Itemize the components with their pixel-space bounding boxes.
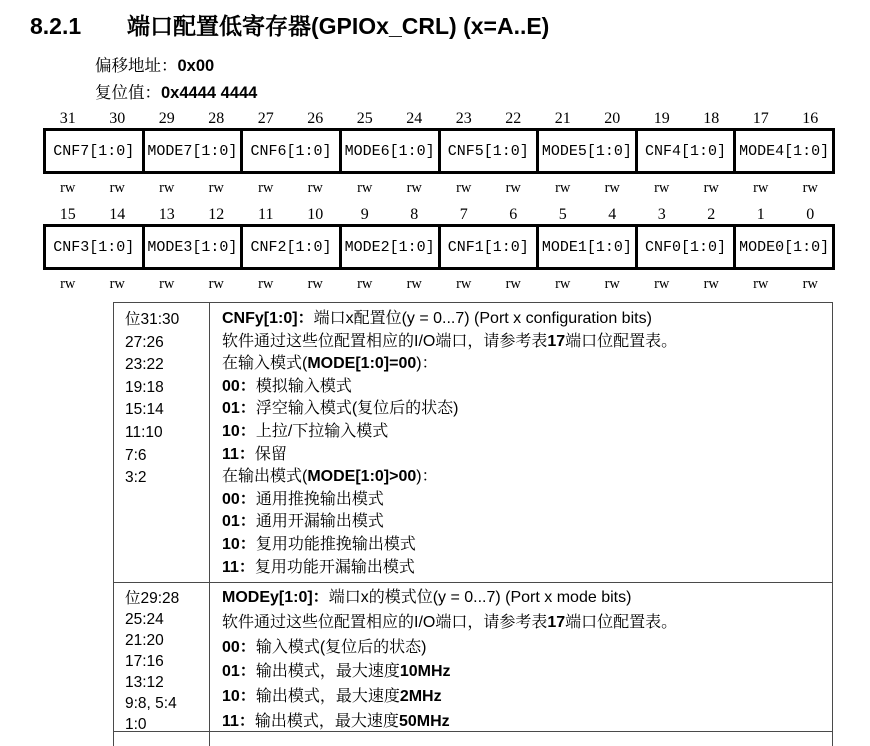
access-label: rw [604,180,620,196]
register-field-cell: CNF6[1:0] [240,131,339,171]
description-segment: 00： [222,490,256,508]
access-label: rw [753,180,769,196]
description-line [222,466,832,489]
bit-number: 13 [158,206,175,223]
bit-range-cell [114,732,210,746]
bit-number: 1 [756,206,765,223]
bit-number: 22 [505,110,522,127]
table-continuation-stub [114,732,832,746]
bit-range-line: 位29:28 [125,590,180,607]
description-segment: 浮空输入模式(复位后的状态) [255,400,459,418]
bit-number: 12 [208,206,225,223]
reset-value-value: 0x4444 4444 [161,84,258,102]
register-field-cell: MODE4[1:0] [733,131,832,171]
offset-address-line [95,55,257,82]
register-field-cell: MODE3[1:0] [142,227,241,267]
bit-number: 14 [109,206,126,223]
description-segment: 在输出模式( [222,468,308,486]
bit-number: 23 [455,110,472,127]
description-segment: 模拟输入模式 [255,377,352,395]
description-segment: 00： [222,377,256,395]
page-title: 端口配置低寄存器(GPIOx_CRL) (x=A..E) [127,13,550,39]
description-segment: 10： [222,535,256,553]
register-field-cell: CNF7[1:0] [53,142,135,160]
description-segment: 10： [222,688,256,706]
description-segment: 11： [222,445,255,463]
bit-number: 3 [657,206,666,223]
access-label: rw [753,276,769,292]
bit-number: 8 [410,206,419,223]
description-segment: 17 [547,332,566,350]
bit-field-row [43,128,835,174]
description-segment: MODE[1:0]>00 [307,468,417,486]
bit-range-line: 13:12 [125,674,164,691]
bit-range-line: 11:10 [125,423,163,441]
bit-range-line: 19:18 [125,378,164,396]
description-line [222,685,832,710]
description-segment: 输出模式，最大速度 [254,712,399,730]
description-line [222,308,832,331]
bit-field-row [43,224,835,270]
access-label: rw [406,276,422,292]
bit-range-line: 23:22 [125,356,164,374]
bit-range-line: 25:24 [125,611,164,628]
bit-number: 5 [558,206,567,223]
description-segment: 11： [222,712,255,730]
bit-number: 10 [307,206,324,223]
access-label: rw [654,276,670,292]
access-label: rw [456,276,472,292]
description-line [222,353,832,376]
register-field-cell: CNF3[1:0] [53,238,135,256]
register-field-cell: CNF5[1:0] [438,131,537,171]
bit-number: 31 [59,110,76,127]
bit-range-line: 9:8, 5:4 [125,695,177,712]
description-segment: 10MHz [399,663,451,681]
access-label: rw [159,180,175,196]
access-label: rw [208,276,224,292]
access-label: rw [555,276,571,292]
description-segment: 端口x配置位(y = 0...7) (Port x configuration bits) [313,310,652,327]
bit-number: 11 [258,206,274,223]
bit-range-line: 7:6 [125,446,147,464]
description-segment: 2MHz [399,688,442,706]
description-segment: 01： [222,663,256,681]
description-segment: 保留 [254,445,287,463]
description-segment: 输入模式(复位后的状态) [255,638,427,656]
access-label: rw [406,180,422,196]
bit-number: 26 [307,110,324,127]
register-field-cell: CNF2[1:0] [240,227,339,267]
description-line [222,511,832,534]
access-label: rw [703,180,719,196]
bit-range-line: 21:20 [125,632,164,649]
description-line [222,376,832,399]
bit-number: 18 [703,110,720,127]
description-line [222,611,832,636]
description-segment: 端口位配置表。 [565,332,678,350]
section-number: 8.2.1 [30,13,82,39]
bit-range-line: 27:26 [125,333,164,351]
access-label: rw [505,180,521,196]
bit-number: 17 [752,110,769,127]
bit-number: 30 [109,110,126,127]
description-segment: 17 [547,613,566,631]
access-label: rw [60,180,76,196]
description-line [222,489,832,512]
access-label: rw [654,180,670,196]
access-label: rw [109,180,125,196]
register-field-cell: MODE5[1:0] [536,131,635,171]
access-label: rw [456,180,472,196]
offset-address-label: 偏移地址： [95,56,178,75]
description-segment: 复用功能推挽输出模式 [255,535,416,553]
access-type-row [43,276,835,292]
access-label: rw [307,180,323,196]
description-segment: 通用开漏输出模式 [255,513,384,531]
description-line [222,398,832,421]
description-segment: 复用功能开漏输出模式 [254,558,415,576]
access-label: rw [555,180,571,196]
access-type-row [43,180,835,196]
description-segment: CNFy[1:0]： [222,310,314,327]
bit-description-table [113,302,833,746]
bit-number: 27 [257,110,274,127]
bit-number: 20 [604,110,621,127]
access-label: rw [604,276,620,292]
description-segment: 软件通过这些位配置相应的I/O端口，请参考表 [222,613,548,631]
description-segment: )： [416,468,438,486]
description-cell [210,732,832,746]
description-segment: 通用推挽输出模式 [255,490,384,508]
bit-number: 15 [59,206,76,223]
description-segment: 01： [222,513,256,531]
register-field-cell: MODE2[1:0] [339,227,438,267]
description-line [222,636,832,661]
bit-number-row [43,206,835,223]
access-label: rw [60,276,76,292]
bit-number-row [43,110,835,127]
register-field-cell: CNF0[1:0] [635,227,734,267]
access-label: rw [159,276,175,292]
access-label: rw [802,276,818,292]
description-segment: )： [416,355,438,373]
bit-range-cell [114,583,210,731]
description-segment: MODEy[1:0]： [222,589,329,606]
bit-range-line: 15:14 [125,401,164,419]
access-label: rw [258,180,274,196]
bit-range-line: 位31:30 [125,311,180,328]
bit-number: 6 [509,206,518,223]
register-bits-15-0 [43,206,835,292]
offset-address-value: 0x00 [177,57,215,75]
description-segment: 01： [222,400,256,418]
description-segment: 50MHz [398,712,450,730]
bit-number: 25 [356,110,373,127]
description-segment: 10： [222,422,256,440]
description-segment: 00： [222,638,256,656]
access-label: rw [357,180,373,196]
description-line [222,557,832,580]
description-row-cnf [114,303,832,583]
description-cell [210,583,832,731]
register-bits-31-16 [43,110,835,196]
description-segment: MODE[1:0]=00 [307,355,417,373]
access-label: rw [505,276,521,292]
register-field-cell: MODE7[1:0] [142,131,241,171]
description-line [222,534,832,557]
description-row-mode [114,583,832,732]
description-segment: 输出模式，最大速度 [255,688,400,706]
bit-number: 28 [208,110,225,127]
bit-number: 29 [158,110,175,127]
bit-number: 16 [802,110,819,127]
description-cell [210,303,832,582]
bit-range-line: 1:0 [125,716,147,733]
bit-number: 9 [360,206,369,223]
bit-number: 2 [707,206,716,223]
reset-value-label: 复位值： [95,83,161,102]
access-label: rw [802,180,818,196]
register-field-cell: CNF4[1:0] [635,131,734,171]
bit-number: 21 [554,110,571,127]
bit-number: 0 [806,206,815,223]
description-segment: 11： [222,558,255,576]
description-segment: 在输入模式( [222,355,308,373]
description-line [222,331,832,354]
bit-number: 19 [653,110,670,127]
bit-range-line: 17:16 [125,653,164,670]
access-label: rw [307,276,323,292]
reset-value-line [95,82,257,109]
register-field-cell: MODE0[1:0] [733,227,832,267]
bit-range-line: 3:2 [125,469,147,487]
description-segment: 端口位配置表。 [565,613,678,631]
bit-number: 7 [459,206,468,223]
bit-number: 4 [608,206,617,223]
access-label: rw [703,276,719,292]
description-line [222,586,832,611]
description-line [222,444,832,467]
access-label: rw [357,276,373,292]
register-field-cell: MODE6[1:0] [339,131,438,171]
access-label: rw [208,180,224,196]
description-line [222,660,832,685]
access-label: rw [258,276,274,292]
bit-range-cell [114,303,210,582]
register-field-cell: CNF1[1:0] [438,227,537,267]
bit-number: 24 [406,110,423,127]
description-segment: 端口x的模式位(y = 0...7) (Port x mode bits) [328,589,632,606]
register-field-cell: MODE1[1:0] [536,227,635,267]
description-segment: 输出模式，最大速度 [255,663,400,681]
access-label: rw [109,276,125,292]
description-line [222,421,832,444]
description-segment: 上拉/下拉输入模式 [255,422,389,440]
description-segment: 软件通过这些位配置相应的I/O端口，请参考表 [222,332,548,350]
register-info [95,55,257,109]
section-heading [30,8,549,41]
